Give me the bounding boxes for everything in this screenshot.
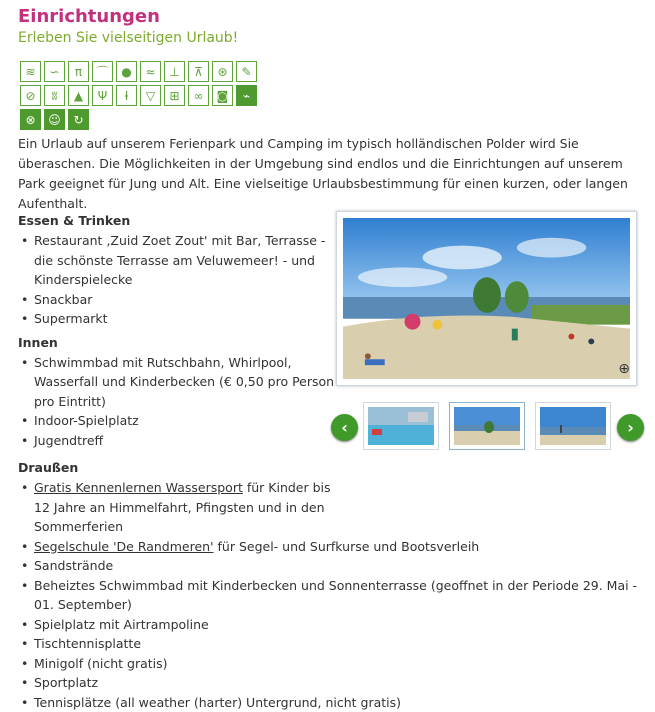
- volleyball-icon[interactable]: ⊗: [20, 109, 41, 130]
- main-photo[interactable]: [336, 211, 637, 386]
- facility-lists-left: [18, 211, 338, 450]
- gallery-next-button[interactable]: ›: [617, 414, 644, 441]
- facility-lists-bottom: [18, 458, 643, 712]
- thumb-beach-image: [454, 407, 520, 445]
- list-item-text: für Segel- und Surfkurse und Bootsverleih: [214, 539, 480, 554]
- intro-text: Ein Urlaub auf unserem Ferienpark und Camping im typisch holländischen Polder wird Sie überaschen. Die Möglichkeiten in der Umgebung sind endlos und die Einrichtungen auf unserem Park geeignet für Jung und Alt. Eine vielseitige Urlaubsbestimmung für einen kurzen, oder langen Aufenthalt.: [18, 134, 638, 214]
- segelschule-link[interactable]: Segelschule 'De Randmeren': [34, 539, 214, 554]
- gallery-prev-button[interactable]: ‹: [331, 414, 358, 441]
- list-item: • Minigolf (nicht gratis): [18, 654, 643, 674]
- tennis-icon[interactable]: ⊘: [20, 85, 41, 106]
- list-item: • Tennisplätze (all weather (harter) Untergrund, nicht gratis): [18, 693, 643, 712]
- list-item: • Supermarkt: [18, 309, 338, 329]
- wifi-icon[interactable]: ≋: [20, 61, 41, 82]
- gallery-thumb-3[interactable]: [535, 402, 611, 450]
- list-item: • Jugendtreff: [18, 431, 338, 451]
- list-item: • Sportplatz: [18, 673, 643, 693]
- badminton-icon[interactable]: ✎: [236, 61, 257, 82]
- facility-icons: [20, 61, 270, 133]
- page-title: Einrichtungen: [18, 6, 637, 28]
- shop-icon[interactable]: ⊞: [164, 85, 185, 106]
- innen-list: [18, 353, 338, 451]
- list-item: • Schwimmbad mit Rutschbahn, Whirlpool, Wasserfall und Kinderbecken (€ 0,50 pro Person pro Eintritt): [18, 353, 338, 412]
- swim2-icon[interactable]: ≈: [140, 61, 161, 82]
- section-heading-essen: Essen & Trinken: [18, 211, 338, 231]
- restaurant-icon[interactable]: Ψ: [92, 85, 113, 106]
- page-subtitle: Erleben Sie vielseitigen Urlaub!: [18, 29, 637, 47]
- seesaw-icon[interactable]: ⊼: [188, 61, 209, 82]
- gallery-thumb-1[interactable]: [363, 402, 439, 450]
- section-heading-draussen: Draußen: [18, 458, 643, 478]
- bar-icon[interactable]: Ɨ: [116, 85, 137, 106]
- beach-photo: [343, 218, 630, 379]
- list-item: [18, 537, 643, 557]
- skateboard-icon[interactable]: ⌁: [236, 85, 257, 106]
- section-heading-innen: Innen: [18, 333, 338, 353]
- list-item: • Spielplatz mit Airtrampoline: [18, 615, 643, 635]
- tabletennis-icon[interactable]: ●: [116, 61, 137, 82]
- zoom-in-icon[interactable]: ⊕: [618, 361, 630, 377]
- list-item-text: für Kinder bis 12 Jahre an Himmelfahrt, Pfingsten und in den Sommerferien: [34, 480, 331, 534]
- smiley-icon[interactable]: ☺: [44, 109, 65, 130]
- list-item: • Beheiztes Schwimmbad mit Kinderbecken und Sonnenterrasse (geoffnet in der Periode 29. Mai - 01. September): [18, 576, 643, 615]
- essen-list: [18, 231, 338, 329]
- rabbit-icon[interactable]: ʬ: [44, 85, 65, 106]
- swimming-icon[interactable]: ∽: [44, 61, 65, 82]
- slide-icon[interactable]: ⌒: [92, 61, 113, 82]
- laundry-icon[interactable]: ◙: [212, 85, 233, 106]
- gallery-thumb-2[interactable]: [449, 402, 525, 450]
- list-item: • Sandstrände: [18, 556, 643, 576]
- thumb-pool-image: [368, 407, 434, 445]
- icecream-icon[interactable]: ▽: [140, 85, 161, 106]
- bicycle-icon[interactable]: ∞: [188, 85, 209, 106]
- thumb-lake-image: [540, 407, 606, 445]
- sailing-icon[interactable]: ▲: [68, 85, 89, 106]
- list-item: [18, 478, 338, 537]
- wassersport-link[interactable]: Gratis Kennenlernen Wassersport: [34, 480, 243, 495]
- playground-icon[interactable]: π: [68, 61, 89, 82]
- recycle-icon[interactable]: ↻: [68, 109, 89, 130]
- list-item: • Tischtennisplatte: [18, 634, 643, 654]
- draussen-list: [18, 478, 643, 712]
- list-item: • Indoor-Spielplatz: [18, 411, 338, 431]
- list-item: • Snackbar: [18, 290, 338, 310]
- trampoline-icon[interactable]: ⊥: [164, 61, 185, 82]
- list-item: • Restaurant ‚Zuid Zoet Zout' mit Bar, Terrasse - die schönste Terrasse am Veluwemeer! - und Kinderspielecke: [18, 231, 338, 290]
- football-icon[interactable]: ⊛: [212, 61, 233, 82]
